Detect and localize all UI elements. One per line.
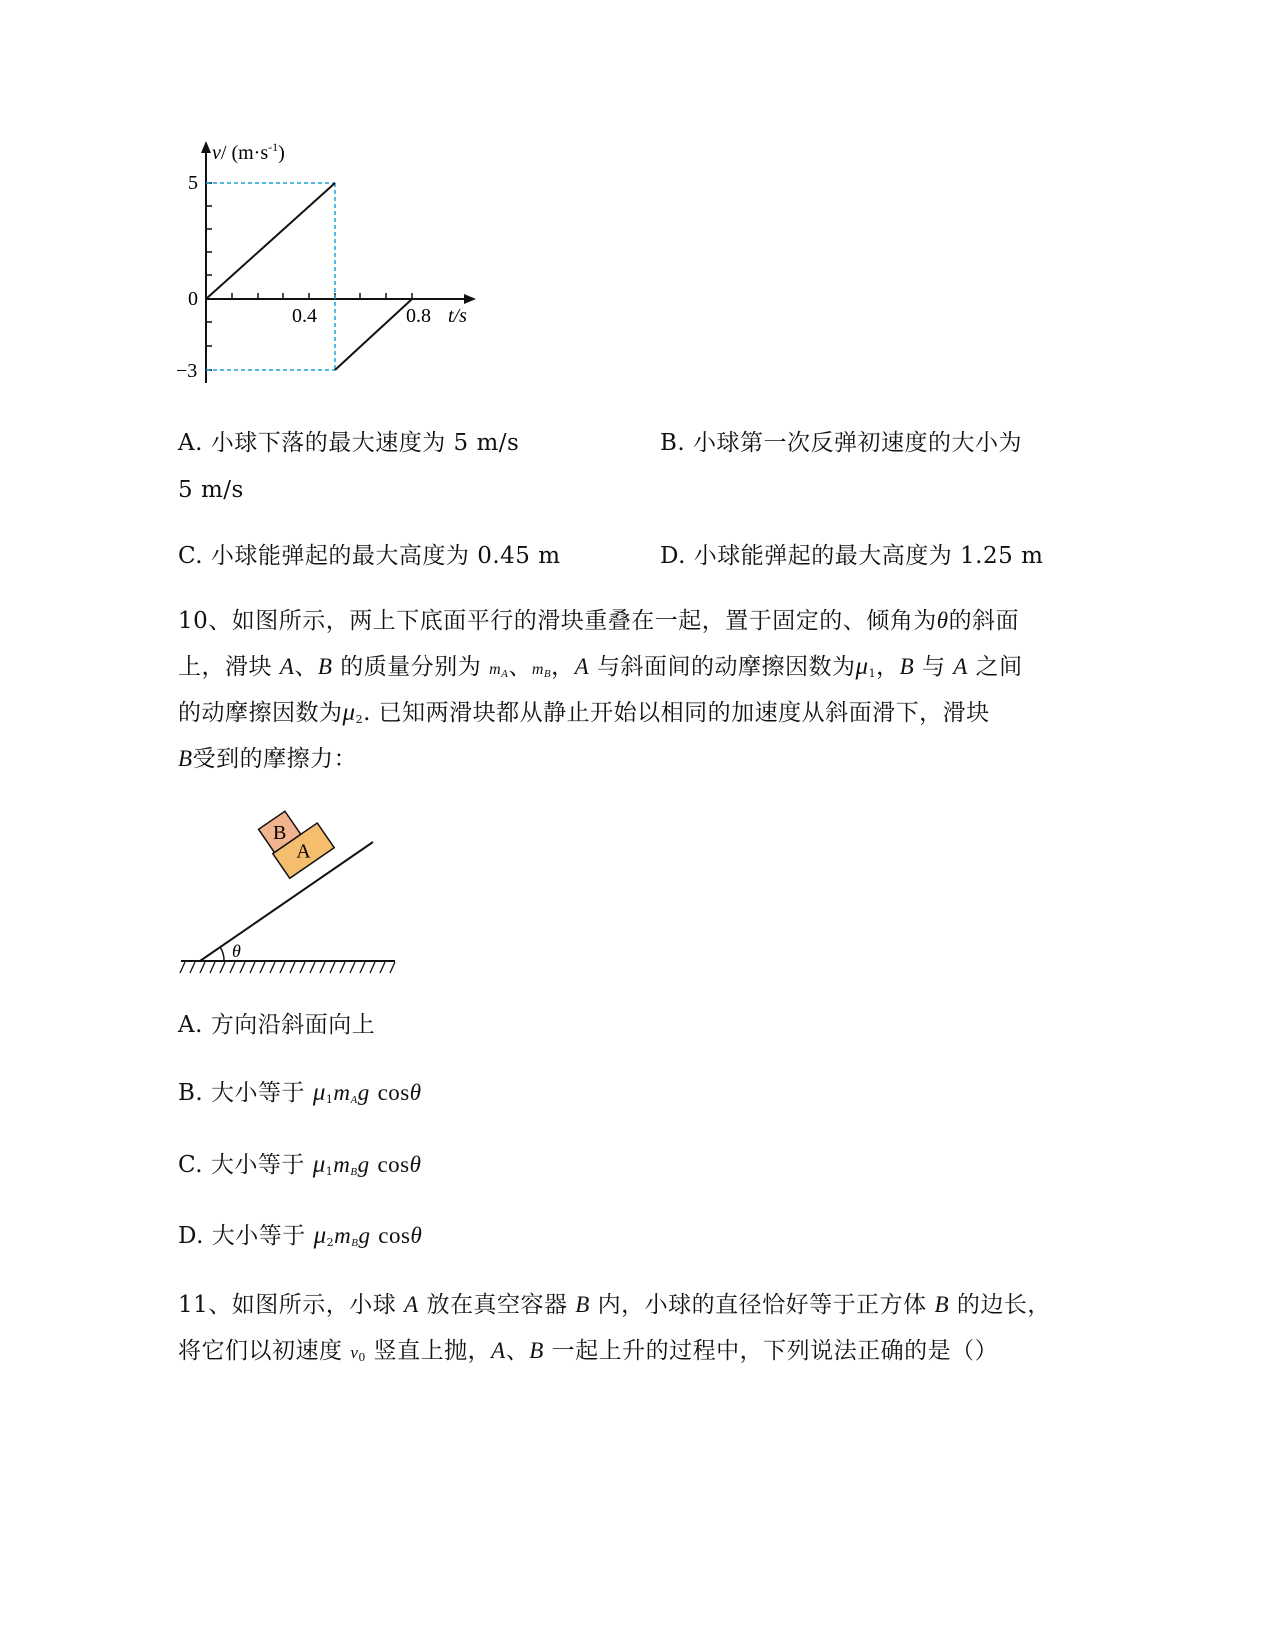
velocity-time-graph [170, 135, 490, 395]
y-tick-label-5: 5 [188, 172, 198, 194]
fall-line [206, 183, 335, 299]
angle-label: θ [232, 941, 241, 961]
q9-option-c: C. 小球能弹起的最大高度为 0.45 m [178, 543, 561, 569]
q10-option-b: B. 大小等于 $\mu_1m_Ag$ cosθ [178, 1079, 422, 1106]
q10-line-4: B受到的摩擦力： [178, 746, 358, 772]
q10-line-3: 的动摩擦因数为$\mu_2$. 已知两滑块都从静止开始以相同的加速度从斜面滑下，滑块 [178, 699, 990, 726]
q9-option-d: D. 小球能弹起的最大高度为 1.25 m [660, 543, 1044, 569]
q9-option-b: B. 小球第一次反弹初速度的大小为 [660, 430, 1023, 456]
q9-option-b-continued: 5 m/s [178, 477, 244, 503]
block-b-label: B [272, 821, 287, 844]
rebound-line [335, 299, 412, 370]
q9-option-a: A. 小球下落的最大速度为 5 m/s [178, 430, 520, 456]
q10-line-2: 上，滑块 A、B 的质量分别为 $m_A$、$m_B$，A 与斜面间的动摩擦因数为$\mu_1$，B 与 A 之间 [178, 653, 1023, 680]
x-axis-label: t/s [448, 305, 467, 327]
x-tick-label-04: 0.4 [292, 305, 317, 327]
y-axis-label: v/ $(m\cdot s^{-1})$ [212, 140, 285, 164]
q11-line-2: 将它们以初速度 $v_0$ 竖直上抛，A、B 一起上升的过程中，下列说法正确的是（） [178, 1338, 999, 1364]
x-axis-arrow [464, 294, 476, 304]
y-tick-label-0: 0 [188, 288, 198, 310]
guide-lines [206, 183, 335, 370]
q10-option-a: A. 方向沿斜面向上 [178, 1012, 376, 1038]
q10-option-d: D. 大小等于 $\mu_2m_Bg$ cosθ [178, 1222, 423, 1249]
q11-line-1: 11、如图所示，小球 A 放在真空容器 B 内，小球的直径恰好等于正方体 B 的边长， [178, 1292, 1051, 1318]
incline-figure [175, 805, 405, 980]
y-tick-label-neg3: −3 [176, 360, 198, 382]
y-axis-arrow [201, 141, 211, 153]
q10-line-1: 10、如图所示，两上下底面平行的滑块重叠在一起，置于固定的、倾角为θ的斜面 [178, 608, 1020, 634]
block-a-label: A [296, 840, 311, 863]
x-tick-label-08: 0.8 [406, 305, 431, 327]
angle-arc [220, 947, 224, 961]
ground-hatching [180, 962, 395, 973]
q10-option-c: C. 大小等于 $\mu_1m_Bg$ cosθ [178, 1151, 422, 1178]
